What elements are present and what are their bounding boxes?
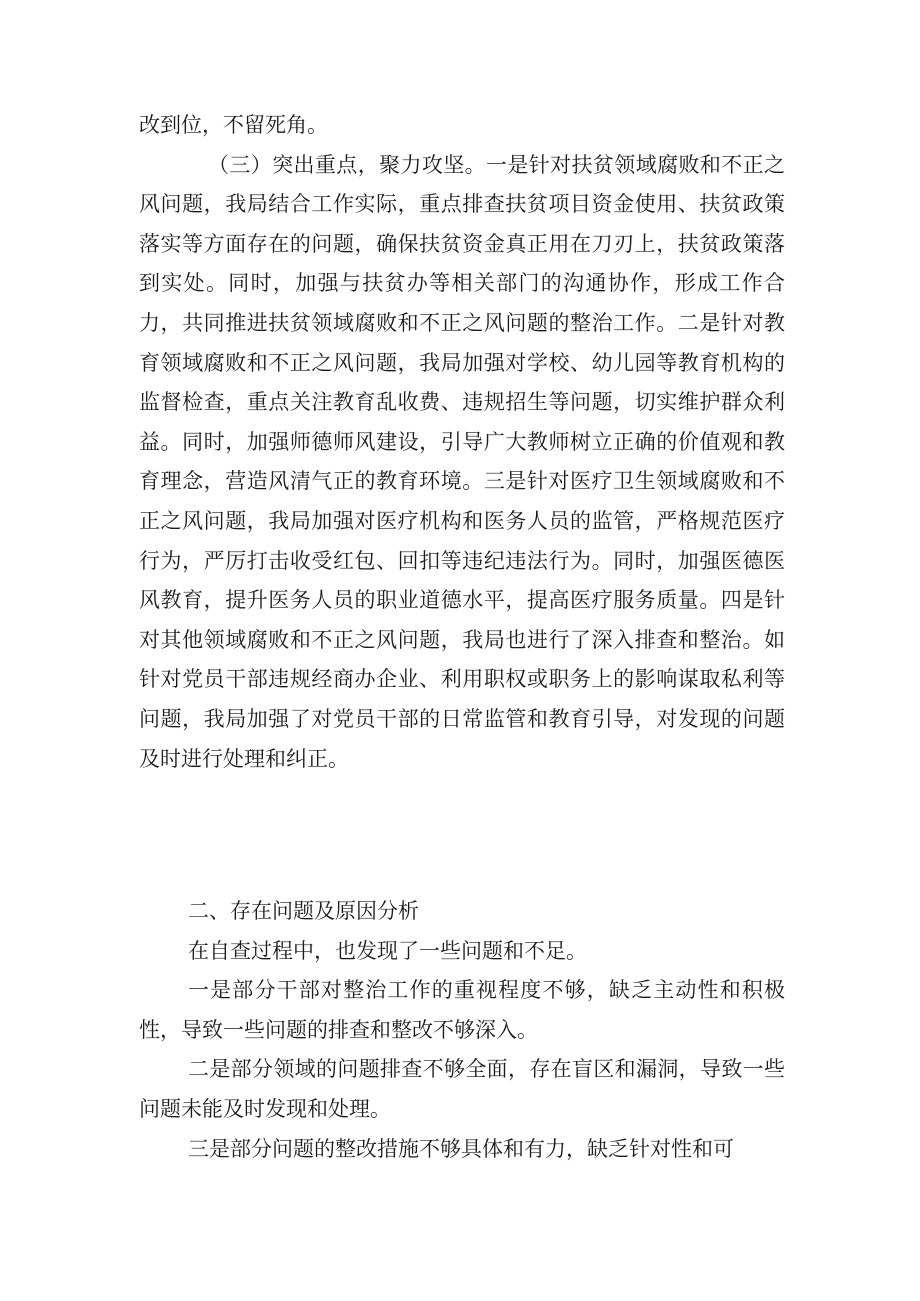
body-text [139,106,785,779]
paragraph-section-three: （三）突出重点，聚力攻坚。一是针对扶贫领域腐败和不正之风问题，我局结合工作实际，重点排查扶贫项目资金使用、扶贫政策落实等方面存在的问题，确保扶贫资金真正用在刀刃上，扶贫政策落到实处。同时，加强与扶贫办等相关部门的沟通协作，形成工作合力，共同推进扶贫领域腐败和不正之风问题的整治工作。二是针对教育领域腐败和不正之风问题，我局加强对学校、幼儿园等教育机构的监督检查，重点关注教育乱收费、违规招生等问题，切实维护群众利益。同时，加强师德师风建设，引导广大教师树立正确的价值观和教育理念，营造风清气正的教育环境。三是针对医疗卫生领域腐败和不正之风问题，我局加强对医疗机构和医务人员的监管，严格规范医疗行为，严厉打击收受红包、回扣等违纪违法行为。同时，加强医德医风教育，提升医务人员的职业道德水平，提高医疗服务质量。四是针对其他领域腐败和不正之风问题，我局也进行了深入排查和整治。如针对党员干部违规经商办企业、利用职权或职务上的影响谋取私利等问题，我局加强了对党员干部的日常监管和教育引导，对发现的问题及时进行处理和纠正。 [139,152,785,771]
paragraph-problem-two: 二是部分领域的问题排查不够全面，存在盲区和漏洞，导致一些问题未能及时发现和处理。 [139,1057,785,1121]
section-heading-problems: 二、存在问题及原因分析 [188,899,419,923]
paragraph-problem-three: 三是部分问题的整改措施不够具体和有力，缺乏针对性和可 [188,1136,734,1161]
paragraph-problem-one: 一是部分干部对整治工作的重视程度不够，缺乏主动性和积极性，导致一些问题的排查和整改不够深入。 [139,978,785,1042]
paragraph-continuation: 改到位，不留死角。 [139,113,328,137]
paragraph-intro: 在自查过程中，也发现了一些问题和不足。 [188,938,587,963]
body-text-lower [139,892,785,1169]
